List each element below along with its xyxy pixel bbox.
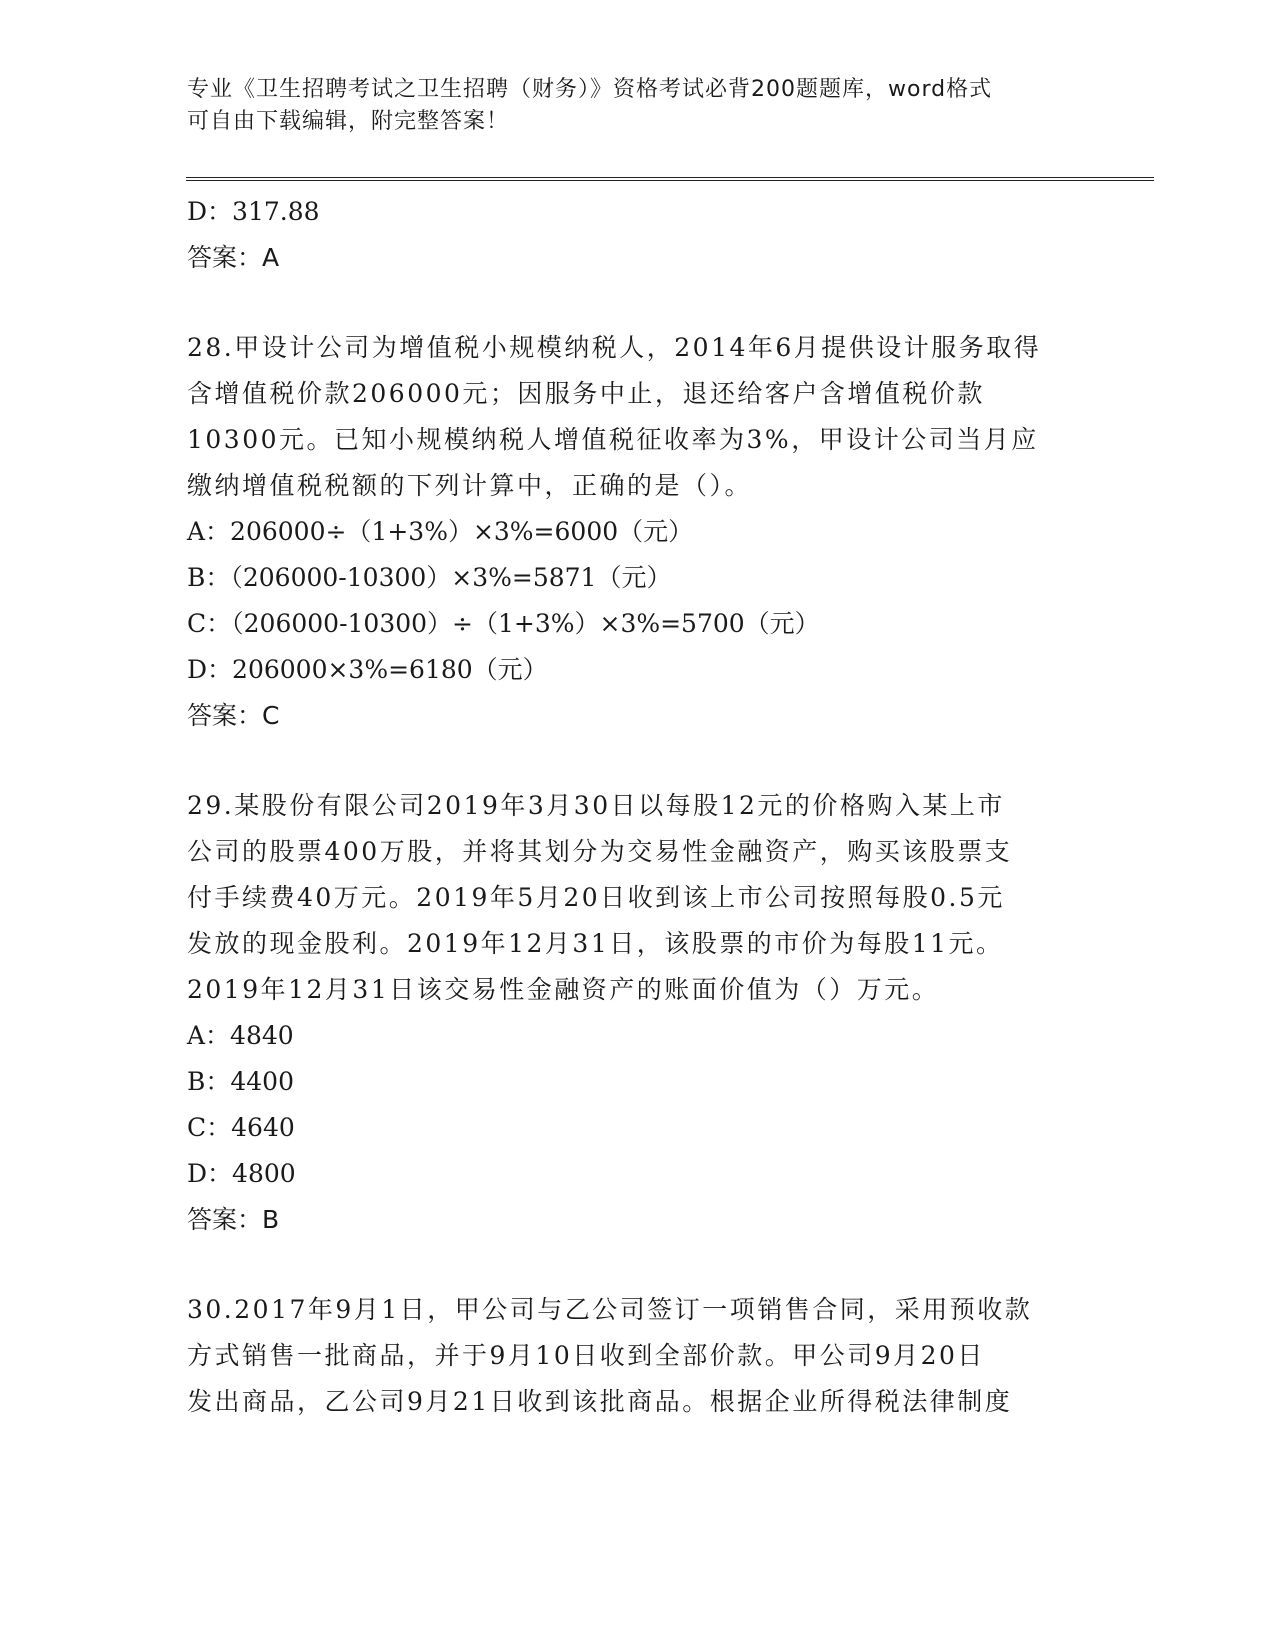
previous-question-tail: [187, 189, 1087, 281]
option-c: C：4640: [187, 1113, 295, 1142]
option-b: B：4400: [187, 1067, 294, 1096]
option-b: B：（206000-10300）×3%=5871（元）: [187, 563, 672, 592]
question-text-line: 方式销售一批商品，并于9月10日收到全部价款。甲公司9月20日: [187, 1341, 985, 1370]
spacer: [187, 739, 1087, 783]
option-d: D：317.88: [187, 197, 320, 226]
question-text-line: 发放的现金股利。2019年12月31日，该股票的市价为每股11元。: [187, 929, 1004, 958]
question-30: [187, 1287, 1087, 1425]
question-text-line: 付手续费40万元。2019年5月20日收到该上市公司按照每股0.5元: [187, 883, 1005, 912]
question-text-line: 含增值税价款206000元；因服务中止，退还给客户含增值税价款: [187, 379, 985, 408]
question-text-line: 发出商品，乙公司9月21日收到该批商品。根据企业所得税法律制度: [187, 1387, 1013, 1416]
page-header: [187, 74, 1087, 138]
header-line: 可自由下载编辑，附完整答案！: [187, 109, 510, 134]
option-d: D：4800: [187, 1159, 296, 1188]
answer-label: 答案：C: [187, 701, 280, 730]
option-a: A：4840: [187, 1021, 294, 1050]
document-body: [187, 189, 1087, 1425]
question-29: [187, 783, 1087, 1243]
question-text-line: 公司的股票400万股，并将其划分为交易性金融资产，购买该股票支: [187, 837, 1013, 866]
option-d: D：206000×3%=6180（元）: [187, 655, 548, 684]
option-c: C：（206000-10300）÷（1+3%）×3%=5700（元）: [187, 609, 820, 638]
question-text-line: 缴纳增值税税额的下列计算中，正确的是（）。: [187, 471, 753, 500]
option-a: A：206000÷（1+3%）×3%=6000（元）: [187, 517, 694, 546]
header-divider: [186, 177, 1154, 181]
question-text-line: 28.甲设计公司为增值税小规模纳税人，2014年6月提供设计服务取得: [187, 333, 1042, 362]
spacer: [187, 281, 1087, 325]
answer-label: 答案：B: [187, 1205, 280, 1234]
question-28: [187, 325, 1087, 739]
question-text-line: 29.某股份有限公司2019年3月30日以每股12元的价格购入某上市: [187, 791, 1005, 820]
spacer: [187, 1243, 1087, 1287]
question-text-line: 10300元。已知小规模纳税人增值税征收率为3%，甲设计公司当月应: [187, 425, 1039, 454]
header-line: 专业《卫生招聘考试之卫生招聘（财务）》资格考试必背200题题库，word格式: [187, 77, 993, 102]
question-text-line: 2019年12月31日该交易性金融资产的账面价值为（）万元。: [187, 975, 940, 1004]
question-text-line: 30.2017年9月1日，甲公司与乙公司签订一项销售合同，采用预收款: [187, 1295, 1033, 1324]
answer-label: 答案：A: [187, 243, 280, 272]
